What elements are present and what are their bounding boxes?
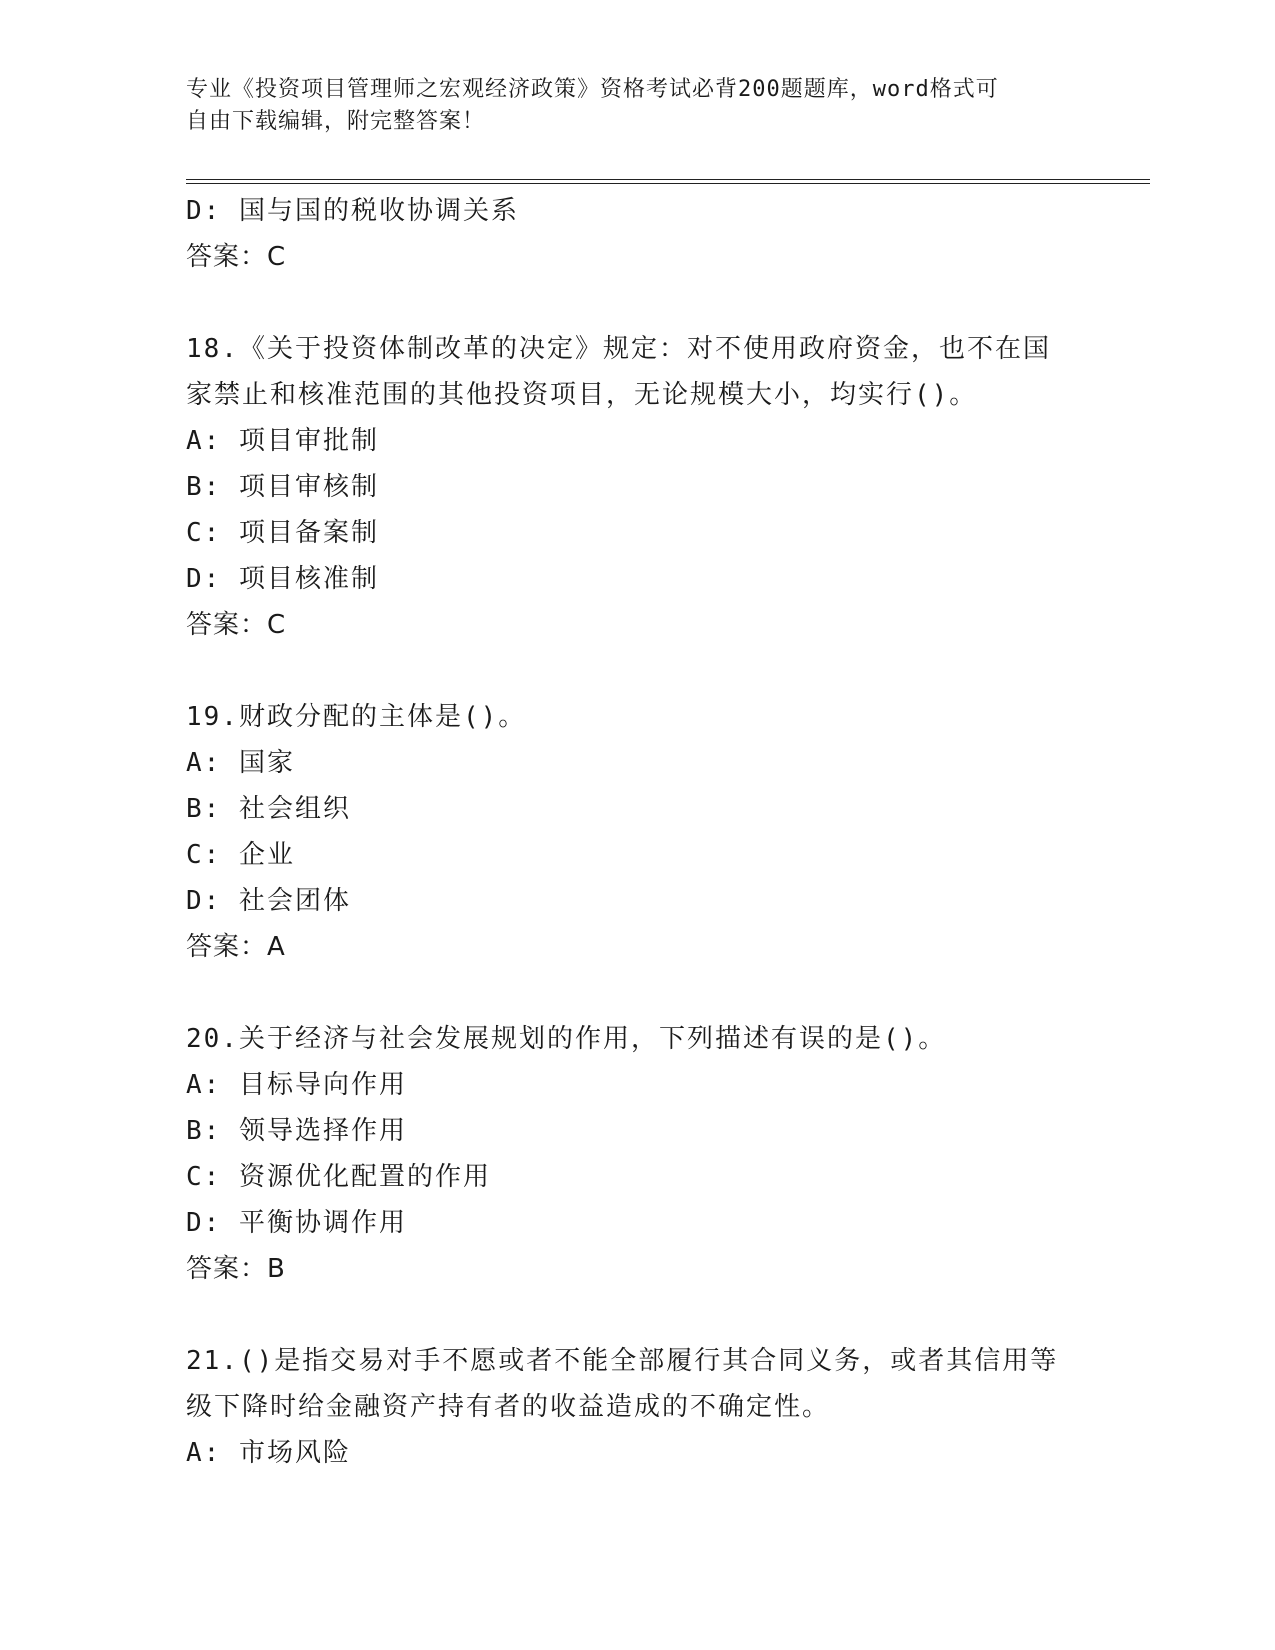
header-rule-top	[186, 179, 1150, 180]
carryover-block	[186, 188, 1086, 280]
header-line-2: 自由下载编辑，附完整答案！	[186, 109, 486, 134]
question-stem: 18.《关于投资体制改革的决定》规定：对不使用政府资金，也不在国	[186, 334, 1051, 364]
option-b: B: 领导选择作用	[186, 1116, 407, 1146]
answer-line: 答案：C	[186, 242, 287, 272]
answer-line: 答案：C	[186, 610, 287, 640]
option-c: C: 项目备案制	[186, 518, 379, 548]
question-stem: 19.财政分配的主体是()。	[186, 702, 527, 732]
question-stem: 家禁止和核准范围的其他投资项目，无论规模大小，均实行()。	[186, 380, 978, 410]
question-21	[186, 1338, 1086, 1476]
option-d: D: 项目核准制	[186, 564, 379, 594]
question-18	[186, 326, 1086, 648]
header-line-1: 专业《投资项目管理师之宏观经济政策》资格考试必背200题题库，word格式可	[186, 77, 999, 102]
answer-line: 答案：B	[186, 1254, 286, 1284]
question-stem: 21.()是指交易对手不愿或者不能全部履行其合同义务，或者其信用等	[186, 1346, 1059, 1376]
option-a: A: 国家	[186, 748, 295, 778]
question-stem: 级下降时给金融资产持有者的收益造成的不确定性。	[186, 1392, 831, 1422]
option-a: A: 目标导向作用	[186, 1070, 407, 1100]
option-a: A: 市场风险	[186, 1438, 351, 1468]
option-b: B: 社会组织	[186, 794, 351, 824]
question-19	[186, 694, 1086, 970]
header-rule-bottom	[186, 183, 1150, 184]
option-d: D: 国与国的税收协调关系	[186, 196, 519, 226]
option-d: D: 平衡协调作用	[186, 1208, 407, 1238]
option-c: C: 资源优化配置的作用	[186, 1162, 491, 1192]
question-20	[186, 1016, 1086, 1292]
option-d: D: 社会团体	[186, 886, 351, 916]
page-header	[186, 74, 1066, 138]
option-b: B: 项目审核制	[186, 472, 379, 502]
option-a: A: 项目审批制	[186, 426, 379, 456]
answer-line: 答案：A	[186, 932, 286, 962]
question-stem: 20.关于经济与社会发展规划的作用，下列描述有误的是()。	[186, 1024, 947, 1054]
option-c: C: 企业	[186, 840, 295, 870]
question-content	[186, 188, 1086, 1476]
